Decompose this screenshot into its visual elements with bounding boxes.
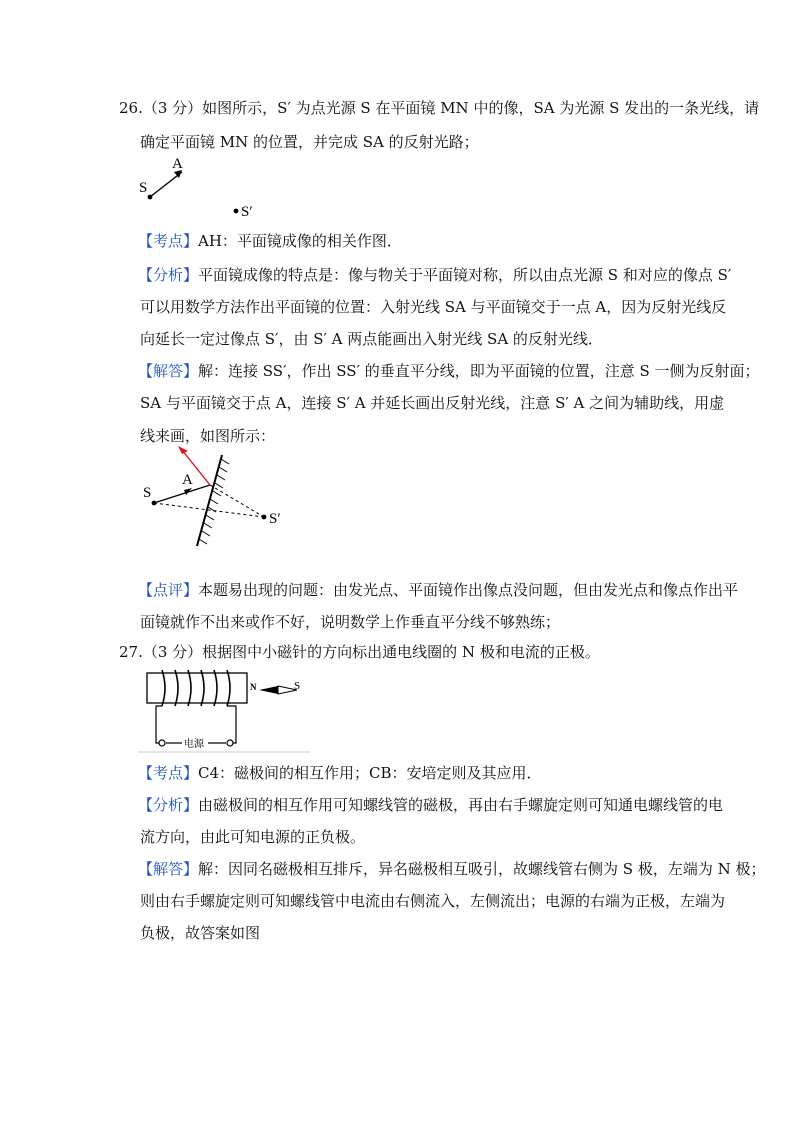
q26-figure-given [130, 150, 310, 230]
q26-kaodian-tag: 【考点】 [138, 232, 199, 250]
right-lead [227, 706, 236, 743]
q26-fenxi-text-1: 平面镜成像的特点是：像与物关于平面镜对称，所以由点光源 S 和对应的像点 S′ [198, 266, 732, 284]
mirror-line [197, 455, 222, 546]
q26-figure-answer [130, 440, 280, 560]
q26-fenxi-line-2: 可以用数学方法作出平面镜的位置：入射光线 SA 与平面镜交于一点 A，因为反射光线反 [140, 298, 727, 316]
mirror-hatching [199, 459, 229, 544]
q27-jieda-line-2: 则由右手螺旋定则可知螺线管中电流由右侧流入，左侧流出；电源的右端为正极，左端为 [140, 892, 726, 910]
q26-dianping-text-1: 本题易出现的问题：由发光点、平面镜作出像点没问题，但由发光点和像点作出平 [198, 581, 739, 599]
q27-fenxi-line-2: 流方向，由此可知电源的正负极。 [140, 828, 366, 846]
needle-n-half [259, 686, 278, 694]
q26-dianping-line-2: 面镜就作不出来或作不好，说明数学上作垂直平分线不够熟练； [140, 613, 561, 631]
q26-fig2-label-s: S [143, 485, 152, 501]
q26-jieda-line-3: 线来画，如图所示： [140, 427, 276, 445]
q27-jieda-line-1 [138, 859, 766, 879]
q26-kaodian [138, 231, 402, 251]
q26-fig1-label-a: A [172, 156, 183, 172]
q27-kaodian-tag: 【考点】 [138, 764, 199, 782]
q26-jieda-text-1: 解：连接 SS′，作出 SS′ 的垂直平分线，即为平面镜的位置，注意 S 一侧为反射面； [198, 362, 760, 380]
q26-fenxi-line-1 [138, 265, 731, 285]
q27-kaodian [138, 763, 542, 783]
q26-dianping-tag: 【点评】 [138, 581, 199, 599]
q26-jieda-tag: 【解答】 [138, 362, 199, 380]
aux-line-as-prime [210, 485, 264, 517]
q27-label-source: 电源 [184, 739, 204, 750]
q27-fenxi-tag: 【分析】 [138, 796, 199, 814]
q27-kaodian-text: C4：磁极间的相互作用；CB：安培定则及其应用． [198, 764, 542, 782]
q27-figure [138, 660, 313, 755]
q26-fig1-label-s: S [139, 180, 148, 196]
q26-fig2-label-a: A [182, 472, 193, 488]
q26-stem-line-1: 26.（3 分）如图所示，S′ 为点光源 S 在平面镜 MN 中的像，SA 为光源 S 发出的一条光线，请 [119, 99, 760, 117]
q27-jieda-line-3: 负极，故答案如图 [140, 924, 261, 942]
q26-fenxi-line-3: 向延长一定过像点 S′，由 S′ A 两点能画出入射光线 SA 的反射光线． [140, 330, 603, 348]
coil-turns [162, 670, 230, 706]
q27-label-n: N [250, 682, 257, 692]
q27-fenxi-line-1 [138, 795, 723, 815]
q27-stem: 27.（3 分）根据图中小磁针的方向标出通电线圈的 N 极和电流的正极。 [119, 643, 600, 661]
q26-fig1-label-s-prime: S′ [241, 204, 253, 220]
q27-fenxi-text-1: 由磁极间的相互作用可知螺线管的磁极，再由右手螺旋定则可知通电螺线管的电 [198, 796, 724, 814]
q27-label-s: S [294, 680, 301, 692]
q27-jieda-text-1: 解：因同名磁极相互排斥，异名磁极相互吸引，故螺线管右侧为 S 极，左端为 N 极； [198, 860, 766, 878]
q26-fig2-label-s-prime: S′ [269, 511, 281, 527]
q26-fenxi-tag: 【分析】 [138, 266, 199, 284]
solenoid-core [147, 673, 247, 703]
q26-dianping-line-1 [138, 580, 738, 600]
q26-stem-line-2: 确定平面镜 MN 的位置，并完成 SA 的反射光路； [140, 133, 479, 151]
q27-jieda-tag: 【解答】 [138, 860, 199, 878]
q26-kaodian-text: AH：平面镜成像的相关作图． [198, 232, 402, 250]
left-lead [156, 706, 162, 743]
q26-jieda-line-2: SA 与平面镜交于点 A，连接 S′ A 并延长画出反射光线，注意 S′ A 之间为辅助线，用虚 [140, 394, 725, 412]
q26-jieda-line-1 [138, 361, 760, 381]
